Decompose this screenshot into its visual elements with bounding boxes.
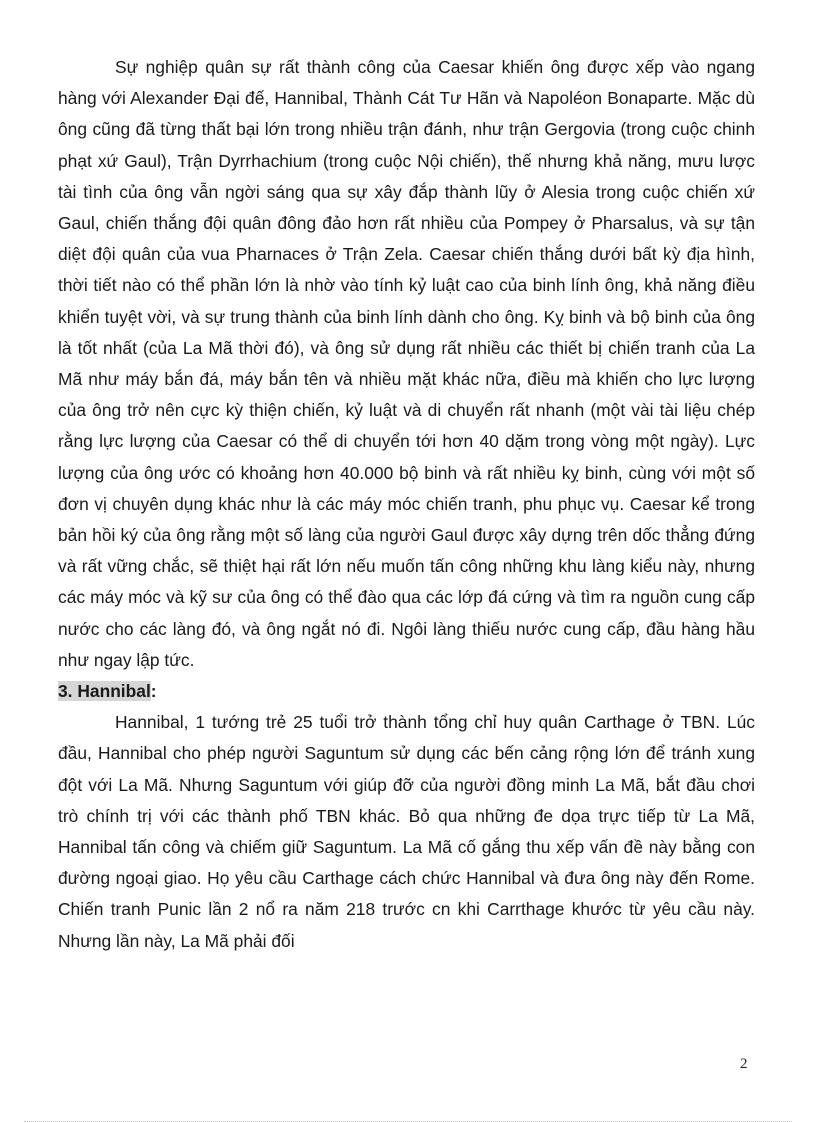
section-heading-colon: : [150, 681, 157, 702]
section-heading-title: 3. Hannibal [58, 681, 151, 702]
page-bottom-divider [24, 1121, 792, 1122]
paragraph-hannibal: Hannibal, 1 tướng trẻ 25 tuổi trở thành tổng chỉ huy quân Carthage ở TBN. Lúc đầu, Hannibal cho phép người Saguntum sử dụng các bến cảng rộng lớn để tránh xung đột với La Mã. Nhưng Saguntum với giúp đỡ của người đồng minh La Mã, bắt đầu chơi trò chính trị với các thành phố TBN khác. Bỏ qua những đe dọa trực tiếp từ La Mã, Hannibal tấn công và chiếm giữ Saguntum. La Mã cố gắng thu xếp vấn đề này bằng con đường ngoại giao. Họ yêu cầu Carthage cách chức Hannibal và đưa ông này đến Rome. Chiến tranh Punic lần 2 nổ ra năm 218 trước cn khi Carrthage khước từ yêu cầu này. Nhưng lần này, La Mã phải đối [58, 712, 755, 951]
section-heading [58, 676, 755, 707]
body-text [58, 52, 755, 957]
paragraph-caesar: Sự nghiệp quân sự rất thành công của Caesar khiến ông được xếp vào ngang hàng với Alexander Đại đế, Hannibal, Thành Cát Tư Hãn và Napoléon Bonaparte. Mặc dù ông cũng đã từng thất bại lớn trong nhiều trận đánh, như trận Gergovia (trong cuộc chinh phạt xứ Gaul), Trận Dyrrhachium (trong cuộc Nội chiến), thế nhưng khả năng, mưu lược tài tình của ông vẫn ngời sáng qua sự xây đắp thành lũy ở Alesia trong cuộc chiến xứ Gaul, chiến thắng đội quân đông đảo hơn rất nhiều của Pompey ở Pharsalus, và sự tận diệt đội quân của vua Pharnaces ở Trận Zela. Caesar chiến thắng dưới bất kỳ địa hình, thời tiết nào có thể phần lớn là nhờ vào tính kỷ luật cao của binh lính ông, khả năng điều khiển tuyệt vời, và sự trung thành của binh lính dành cho ông. Kỵ binh và bộ binh của ông là tốt nhất (của La Mã thời đó), và ông sử dụng rất nhiều các thiết bị chiến tranh của La Mã như máy bắn đá, máy bắn tên và nhiều mặt khác nữa, điều mà khiến cho lực lượng của ông trở nên cực kỳ thiện chiến, kỷ luật và di chuyển rất nhanh (một vài tài liệu chép rằng lực lượng của Caesar có thể di chuyển tới hơn 40 dặm trong vòng một ngày). Lực lượng của ông ước có khoảng hơn 40.000 bộ binh và rất nhiều kỵ binh, cùng với một số đơn vị chuyên dụng khác như là các máy móc chiến tranh, phu phục vụ. Caesar kể trong bản hồi ký của ông rằng một số làng của người Gaul được xây dựng trên dốc thẳng đứng và rất vững chắc, sẽ thiệt hại rất lớn nếu muốn tấn công những khu làng kiểu này, nhưng các máy móc và kỹ sư của ông có thể đào qua các lớp đá cứng và tìm ra nguồn cung cấp nước cho các làng đó, và ông ngắt nó đi. Ngôi làng thiếu nước cung cấp, đầu hàng hầu như ngay lập tức. [58, 57, 755, 670]
page-number: 2 [740, 1056, 748, 1072]
